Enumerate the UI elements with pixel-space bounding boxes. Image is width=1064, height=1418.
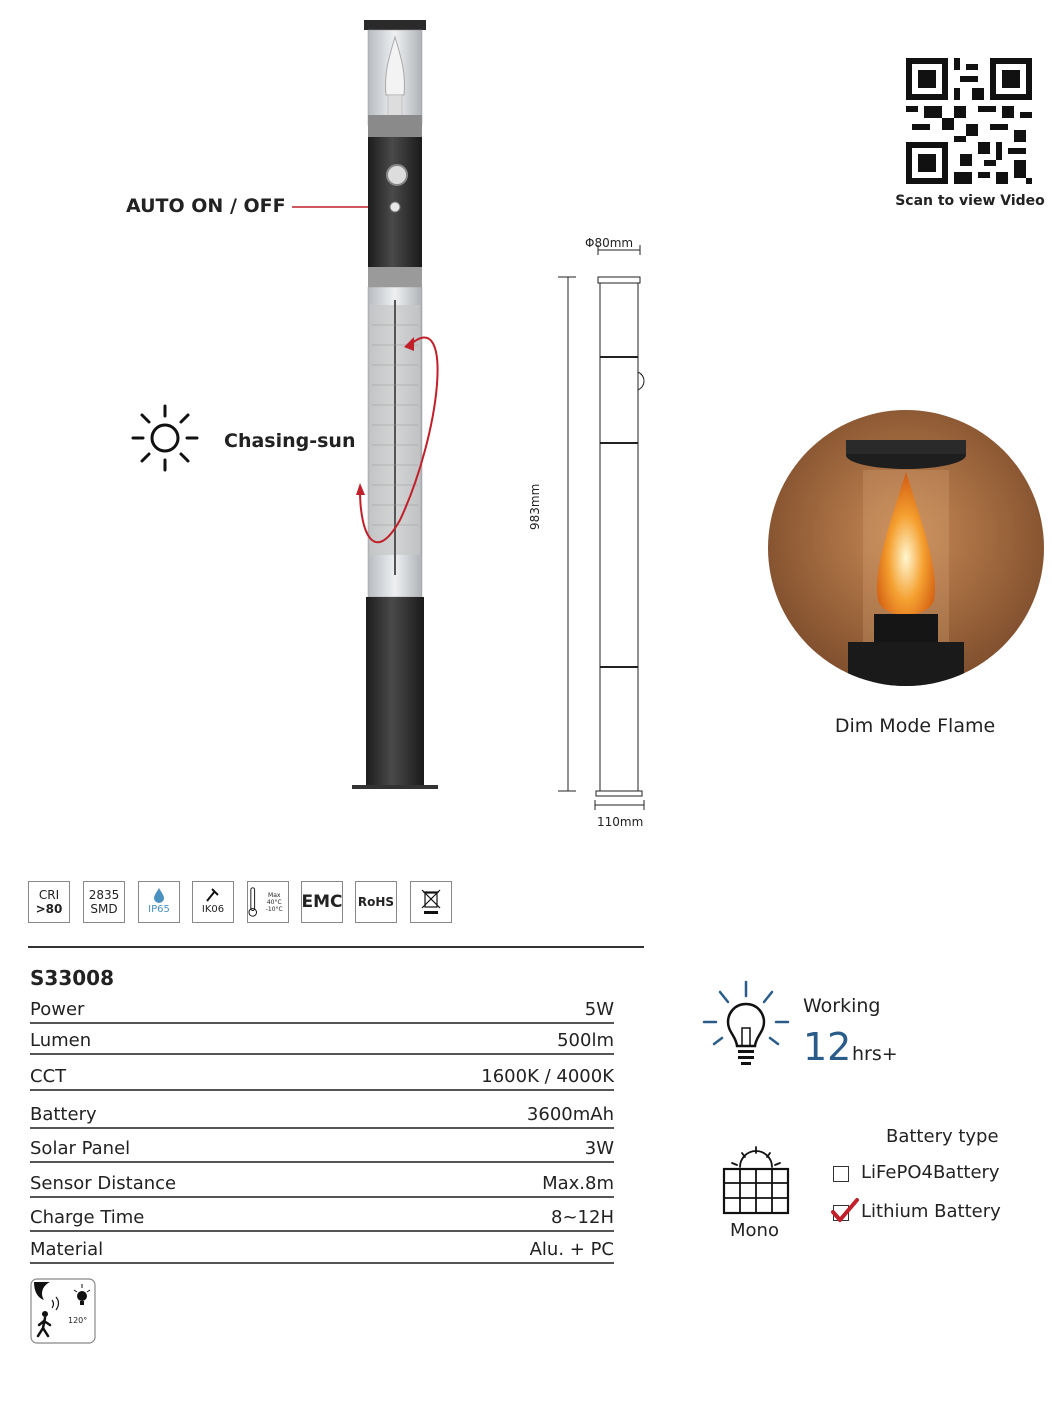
ik06-badge: IK06 xyxy=(192,881,234,923)
solar-panel-icon xyxy=(720,1145,792,1217)
water-drop-icon xyxy=(152,887,166,903)
motion-sensor-icon xyxy=(30,1278,96,1344)
weee-bin-icon xyxy=(420,888,442,916)
chasing-sun-label: Chasing-sun xyxy=(224,430,356,452)
sun-icon xyxy=(130,403,200,473)
lithium-label: Lithium Battery xyxy=(861,1201,1001,1222)
spec-row-solar-panel: Solar Panel 3W xyxy=(30,1133,614,1163)
battery-type-title: Battery type xyxy=(886,1126,999,1147)
qr-code-icon[interactable] xyxy=(906,58,1032,184)
flame-caption: Dim Mode Flame xyxy=(834,715,996,737)
product-image xyxy=(340,15,460,795)
dimension-drawing xyxy=(540,230,660,830)
base-width-label: 110mm xyxy=(597,815,644,829)
spec-row-power: Power 5W xyxy=(30,994,614,1024)
model-number: S33008 xyxy=(30,966,114,990)
smd-badge: 2835 SMD xyxy=(83,881,125,923)
emc-badge: EMC xyxy=(301,881,343,923)
temperature-badge: Max 40°C -10°C xyxy=(247,881,289,923)
spec-row-material: Material Alu. + PC xyxy=(30,1234,614,1264)
flame-photo xyxy=(768,410,1044,686)
lifepo4-label: LiFePO4Battery xyxy=(861,1162,1000,1183)
spec-row-cct: CCT 1600K / 4000K xyxy=(30,1061,614,1091)
auto-on-off-label: AUTO ON / OFF xyxy=(126,195,286,217)
diameter-label: Φ80mm xyxy=(585,236,634,250)
lifepo4-checkbox[interactable] xyxy=(833,1166,849,1182)
height-label: 983mm xyxy=(528,483,542,530)
qr-caption: Scan to view Video xyxy=(895,193,1045,209)
sensor-angle-label: 120° xyxy=(68,1316,88,1325)
spec-row-charge-time: Charge Time 8~12H xyxy=(30,1202,614,1232)
spec-row-sensor-distance: Sensor Distance Max.8m xyxy=(30,1168,614,1198)
light-bulb-icon xyxy=(700,978,792,1078)
working-hours-unit: hrs+ xyxy=(852,1043,898,1065)
weee-badge xyxy=(410,881,452,923)
working-hours-number: 12 xyxy=(803,1025,852,1069)
ip65-badge: IP65 xyxy=(138,881,180,923)
working-label: Working xyxy=(803,995,881,1017)
check-mark-icon xyxy=(830,1198,860,1224)
spec-row-lumen: Lumen 500lm xyxy=(30,1025,614,1055)
thermometer-icon xyxy=(248,886,257,918)
spec-row-battery: Battery 3600mAh xyxy=(30,1099,614,1129)
section-divider xyxy=(28,946,644,948)
hammer-icon xyxy=(204,887,222,903)
rohs-badge: RoHS xyxy=(355,881,397,923)
panel-type-label: Mono xyxy=(730,1220,779,1241)
cri-badge: CRI >80 xyxy=(28,881,70,923)
